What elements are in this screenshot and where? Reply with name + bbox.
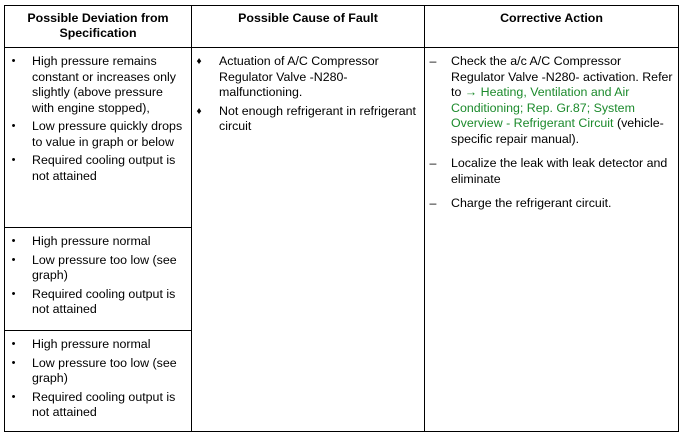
header-deviation: Possible Deviation from Specification [5,6,192,48]
repair-manual-link[interactable]: → Heating, Ventilation and Air Conditioning; Rep. Gr.87; System Overview - Refrigerant Circuit [451,85,635,130]
header-action: Corrective Action [425,6,679,48]
deviation-list-3 [5,331,191,421]
diamond-bullet-icon: ♦ [196,56,202,67]
list-item: • Low pressure too low (see graph) [5,253,187,284]
bullet-icon: • [11,287,16,300]
list-item: ♦ Not enough refrigerant in refrigerant circuit [192,104,420,135]
cause-list [192,48,424,135]
bullet-icon: • [11,120,16,132]
list-item: • High pressure normal [5,337,187,353]
deviation-cell-2 [5,228,192,331]
bullet-icon: • [11,154,16,166]
header-row [5,6,679,48]
cause-cell [192,48,425,432]
list-item: • High pressure remains constant or increases only slightly (above pressure with engine stopped), [5,54,187,116]
list-item: • Required cooling output is not attained [5,390,187,421]
deviation-cell-3 [5,331,192,432]
bullet-icon: • [11,390,16,403]
fault-diagnosis-table [4,5,679,432]
deviation-cell-1 [5,48,192,228]
bullet-icon: • [11,253,16,266]
list-item: – Check the a/c A/C Compressor Regulator Valve -N280- activation. Refer to → Heating, Ventilation and Air Conditioning; Rep. Gr.87; System Overview - Refrigerant Circuit (vehicle-specific repair manual). [425,54,674,147]
deviation-list-1 [5,48,191,184]
deviation-list-2 [5,228,191,318]
bullet-icon: • [11,338,16,350]
list-item: – Charge the refrigerant circuit. [425,196,674,212]
bullet-icon: • [11,356,16,369]
action-cell [425,48,679,432]
list-item: ♦ Actuation of A/C Compressor Regulator Valve -N280- malfunctioning. [192,54,420,101]
dash-bullet-icon: – [429,54,437,68]
list-item: • Required cooling output is not attained [5,153,187,184]
dash-bullet-icon: – [429,156,437,170]
diamond-bullet-icon: ♦ [196,105,202,117]
bullet-icon: • [11,55,16,67]
action-list [425,48,678,212]
list-item: • High pressure normal [5,234,187,250]
header-cause: Possible Cause of Fault [192,6,425,48]
bullet-icon: • [11,235,16,247]
table-row [5,48,679,228]
list-item: • Low pressure quickly drops to value in graph or below [5,119,187,150]
list-item: • Required cooling output is not attained [5,287,187,318]
dash-bullet-icon: – [429,196,437,210]
list-item: – Localize the leak with leak detector and eliminate [425,156,674,187]
list-item: • Low pressure too low (see graph) [5,356,187,387]
